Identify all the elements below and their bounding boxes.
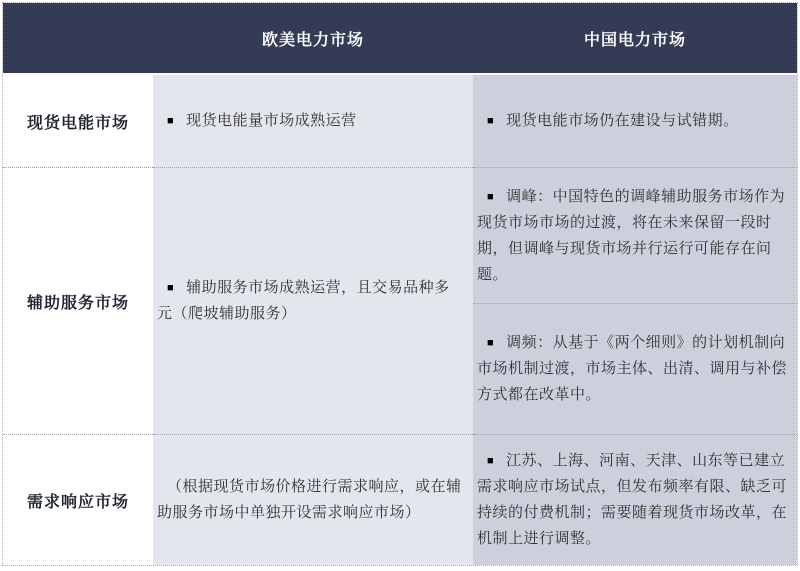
cell-text: 江苏、上海、河南、天津、山东等已建立需求响应市场试点，但发布频率有限、缺乏可持续的付费机制；需要随着现货市场改革，在机制上进行调整。	[477, 452, 788, 547]
row-label-ancillary-services-market	[3, 167, 153, 434]
cell-spot-europe-us	[153, 75, 473, 167]
bullet-square-icon: ■	[487, 115, 495, 127]
bullet-square-icon: ■	[167, 115, 175, 127]
column-header-label: 欧美电力市场	[261, 31, 364, 49]
column-header-label: 中国电力市场	[583, 31, 686, 49]
bullet-square-icon: ■	[487, 337, 495, 349]
cell-demand-europe-us	[153, 434, 473, 565]
row-label-text: 现货电能市场	[26, 114, 129, 132]
cell-text: （根据现货市场价格进行需求响应，或在辅助服务市场中单独开设需求响应市场）	[157, 478, 462, 521]
row-label-demand-response-market	[3, 434, 153, 565]
bullet-square-icon: ■	[487, 190, 495, 203]
bullet-item	[477, 108, 739, 134]
bullet-square-icon: ■	[487, 455, 495, 467]
row-label-text: 需求响应市场	[26, 493, 129, 511]
cell-text: 辅助服务市场成熟运营，且交易品种多元（爬坡辅助服务）	[157, 279, 450, 322]
cell-text: 调峰：中国特色的调峰辅助服务市场作为现货市场市场的过渡，将在未来保留一段时期，但调峰与现货市场并行运行可能存在问题。	[477, 187, 786, 283]
comparison-table	[2, 2, 798, 566]
cell-ancillary-china-frequency-regulation	[473, 304, 797, 434]
cell-ancillary-europe-us	[153, 167, 473, 434]
cell-ancillary-china-peak-regulation	[473, 168, 797, 304]
header-cell-corner	[3, 3, 153, 75]
cell-text: 现货电能市场仍在建设与试错期。	[506, 112, 739, 129]
bullet-item	[477, 184, 789, 288]
header-europe-us	[153, 3, 473, 75]
bullet-item	[157, 275, 465, 327]
cell-spot-china	[473, 75, 797, 167]
bullet-item	[477, 448, 789, 552]
row-label-spot-energy-market	[3, 75, 153, 167]
cell-ancillary-china	[473, 167, 797, 434]
header-china	[473, 3, 797, 75]
bullet-item	[157, 108, 357, 134]
bullet-item	[477, 330, 789, 408]
cell-text: 调频：从基于《两个细则》的计划机制向市场机制过渡，市场主体、出清、调用与补偿方式都在改革中。	[477, 334, 788, 403]
cell-text: 现货电能量市场成熟运营	[186, 112, 357, 129]
cell-demand-china	[473, 434, 797, 565]
bullet-square-icon: ■	[167, 282, 175, 294]
row-label-text: 辅助服务市场	[26, 294, 129, 312]
